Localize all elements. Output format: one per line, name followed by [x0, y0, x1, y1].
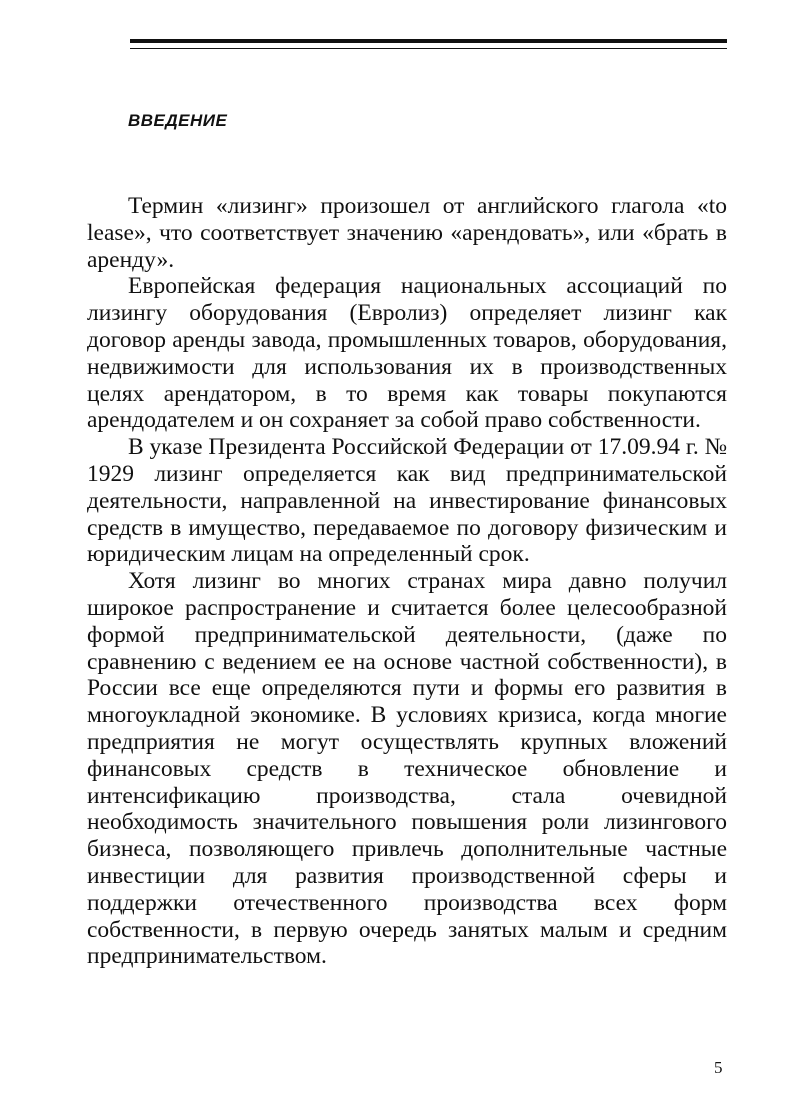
- paragraph-1: Термин «лизинг» произошел от английского глагола «to lease», что соответствует значению «арендовать», или «брать в аренду».: [87, 193, 727, 273]
- body-text: [87, 193, 727, 970]
- page-number: 5: [714, 1058, 723, 1077]
- header-rule-thin: [130, 48, 727, 49]
- paragraph-4: Хотя лизинг во многих странах мира давно получил широкое распространение и считается более целесообразной формой предпринимательской деятельности, (даже по сравнению с ведением ее на основе частной собственности), в России все еще определяются пути и формы его развития в многоукладной экономике. В условиях кризиса, когда многие предприятия не могут осуществлять крупных вложений финансовых средств в техническое обновление и интенсификацию производства, стала очевидной необходимость значительного повышения роли лизингового бизнеса, позволяющего привлечь дополнительные частные инвестиции для развития производственной сферы и поддержки отечественного производства всех форм собственности, в первую очередь занятых малым и средним предпринимательством.: [87, 568, 727, 970]
- paragraph-3: В указе Президента Российской Федерации от 17.09.94 г. № 1929 лизинг определяется как вид предпринимательской деятельности, направленной на инвестирование финансовых средств в имущество, передаваемое по договору физическим и юридическим лицам на определенный срок.: [87, 434, 727, 568]
- paragraph-2: Европейская федерация национальных ассоциаций по лизингу оборудования (Евролиз) определяет лизинг как договор аренды завода, промышленных товаров, оборудования, недвижимости для использования их в производственных целях арендатором, в то время как товары покупаются арендодателем и он сохраняет за собой право собственности.: [87, 273, 727, 434]
- header-rule-thick: [130, 39, 727, 43]
- section-heading: ВВЕДЕНИЕ: [128, 111, 228, 130]
